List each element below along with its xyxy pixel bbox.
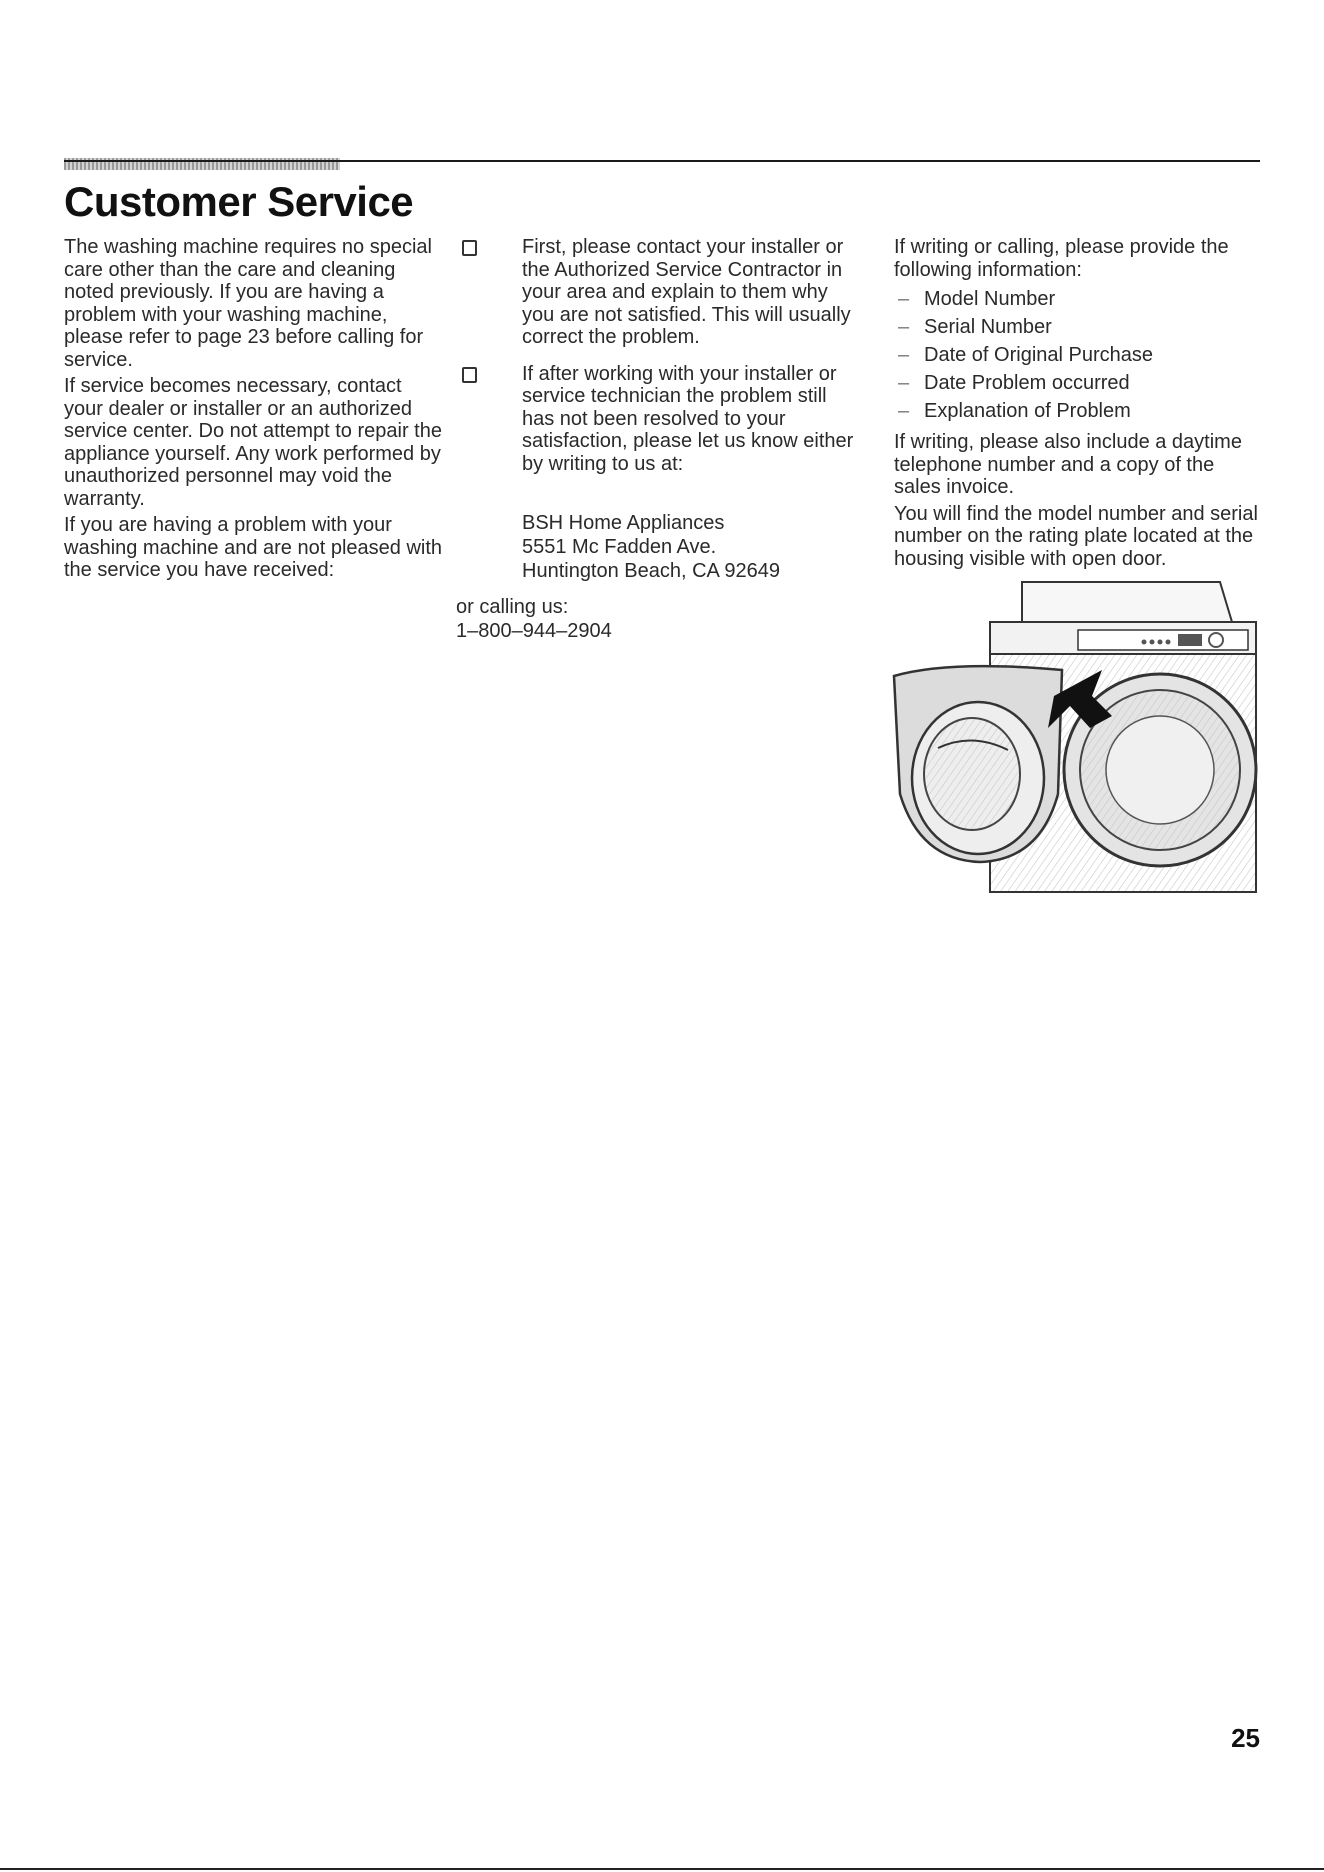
bullet-item [456, 363, 856, 476]
dash-bullet: – [898, 316, 910, 338]
list-item: – Date of Original Purchase [894, 341, 1264, 369]
mailing-address [522, 511, 856, 583]
dash-bullet: – [898, 372, 910, 394]
bullet-text: First, please contact your installer or the Authorized Service Contractor in your area and explain to them why you are not satisfied. This will usually correct the problem. [522, 236, 851, 348]
washing-machine-illustration [890, 578, 1266, 894]
checkbox-bullet-icon [462, 367, 477, 383]
list-item: – Serial Number [894, 313, 1264, 341]
bullet-text: If after working with your installer or service technician the problem still has not been resolved to your satisfaction, please let us know either by writing to us at: [522, 362, 854, 475]
info-list [894, 285, 1264, 425]
page-title: Customer Service [64, 178, 414, 225]
address-street: 5551 Mc Fadden Ave. [522, 536, 717, 558]
paragraph-care: The washing machine requires no special care other than the care and cleaning noted previously. If you are having a problem with your washing machine, please refer to page 23 before calling for service. [64, 236, 432, 371]
paragraph-rating-plate: You will find the model number and serial number on the rating plate located at the housing visible with open door. [894, 502, 1258, 570]
checkbox-bullet-icon [462, 240, 477, 256]
paragraph-writing: If writing, please also include a daytime telephone number and a copy of the sales invoice. [894, 431, 1242, 498]
calling-label: or calling us: [456, 596, 569, 618]
paragraph-problem: If you are having a problem with your washing machine and are not pleased with the service you have received: [64, 514, 443, 581]
column-contact [456, 236, 856, 643]
bottom-rule [0, 1868, 1324, 1870]
phone-number: 1–800–944–2904 [456, 620, 612, 642]
dash-bullet: – [898, 344, 910, 366]
page-number: 25 [1231, 1723, 1260, 1753]
address-company: BSH Home Appliances [522, 512, 725, 534]
bullet-item [456, 236, 856, 349]
list-item: – Explanation of Problem [894, 397, 1264, 425]
column-information [894, 236, 1264, 574]
address-city: Huntington Beach, CA 92649 [522, 560, 780, 582]
paragraph-service: If service becomes necessary, contact your dealer or installer or an authorized service center. Do not attempt to repair the appliance yourself. Any work performed by unauthorized personnel may void the warranty. [64, 375, 442, 510]
info-intro: If writing or calling, please provide the following information: [894, 236, 1229, 281]
phone-block [456, 595, 856, 643]
column-intro [64, 236, 444, 586]
header-rule [64, 160, 1260, 162]
dash-bullet: – [898, 400, 910, 422]
list-item: – Date Problem occurred [894, 369, 1264, 397]
list-item: – Model Number [894, 285, 1264, 313]
dash-bullet: – [898, 288, 910, 310]
